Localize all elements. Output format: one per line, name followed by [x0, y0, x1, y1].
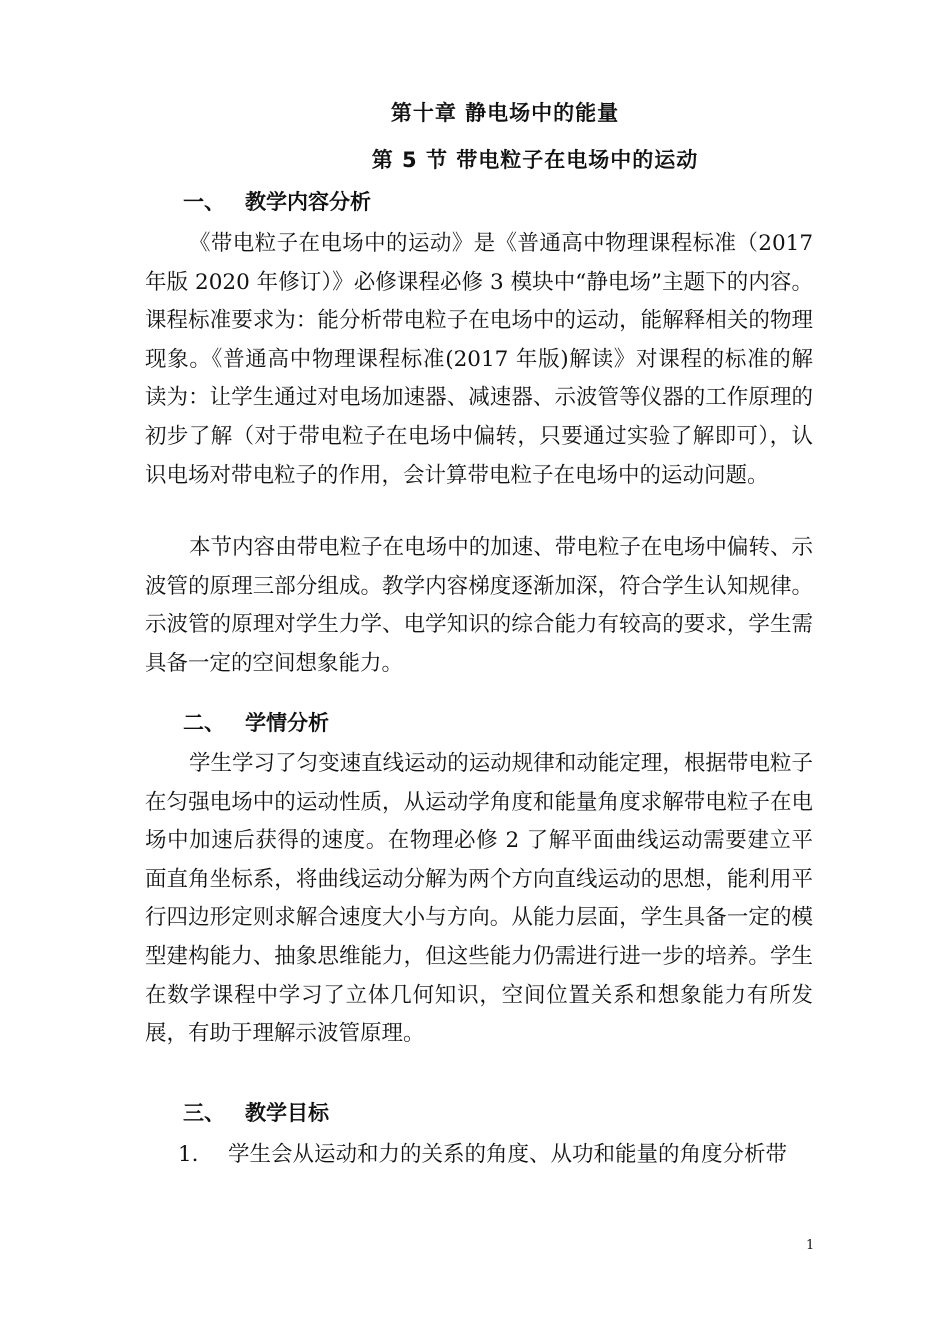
list-item	[178, 1136, 818, 1174]
section-heading-text: 学情分析	[245, 711, 329, 735]
paragraph: 本节内容由带电粒子在电场中的加速、带电粒子在电场中偏转、示波管的原理三部分组成。教学内容梯度逐渐加深，符合学生认知规律。示波管的原理对学生力学、电学知识的综合能力有较高的要求，学生需具备一定的空间想象能力。	[145, 535, 813, 676]
section-number: 三、	[183, 1101, 225, 1125]
section-number: 一、	[183, 190, 225, 214]
section-heading-3	[183, 1097, 329, 1127]
paragraph: 《带电粒子在电场中的运动》是《普通高中物理课程标准（2017 年版 2020 年修订）》必修课程必修 3 模块中“静电场”主题下的内容。课程标准要求为：能分析带电粒子在电场中的运动，能解释相关的物理现象。《普通高中物理课程标准(2017 年版)解读》对课程的标准的解读为：让学生通过对电场加速器、减速器、示波管等仪器的工作原理的初步了解（对于带电粒子在电场中偏转，只要通过实验了解即可），认识电场对带电粒子的作用，会计算带电粒子在电场中的运动问题。	[145, 231, 813, 488]
section-title: 第 5 节 带电粒子在电场中的运动	[371, 148, 699, 172]
chapter-title: 第十章 静电场中的能量	[390, 101, 620, 125]
list-item-number: 1.	[178, 1142, 199, 1167]
section-heading-2	[183, 707, 329, 737]
section-heading-text: 教学内容分析	[245, 190, 371, 214]
section-number: 二、	[183, 711, 225, 735]
page-number: 1	[806, 1238, 815, 1253]
section-heading-1	[183, 186, 371, 216]
list-item-text: 学生会从运动和力的关系的角度、从功和能量的角度分析带	[228, 1142, 788, 1167]
paragraph: 学生学习了匀变速直线运动的运动规律和动能定理，根据带电粒子在匀强电场中的运动性质，从运动学角度和能量角度求解带电粒子在电场中加速后获得的速度。在物理必修 2 了解平面曲线运动需要建立平面直角坐标系，将曲线运动分解为两个方向直线运动的思想，能利用平行四边形定则求解合速度大小与方向。从能力层面，学生具备一定的模型建构能力、抽象思维能力，但这些能力仍需进行进一步的培养。学生在数学课程中学习了立体几何知识，空间位置关系和想象能力有所发展，有助于理解示波管原理。	[145, 751, 813, 1047]
section-heading-text: 教学目标	[245, 1101, 329, 1125]
